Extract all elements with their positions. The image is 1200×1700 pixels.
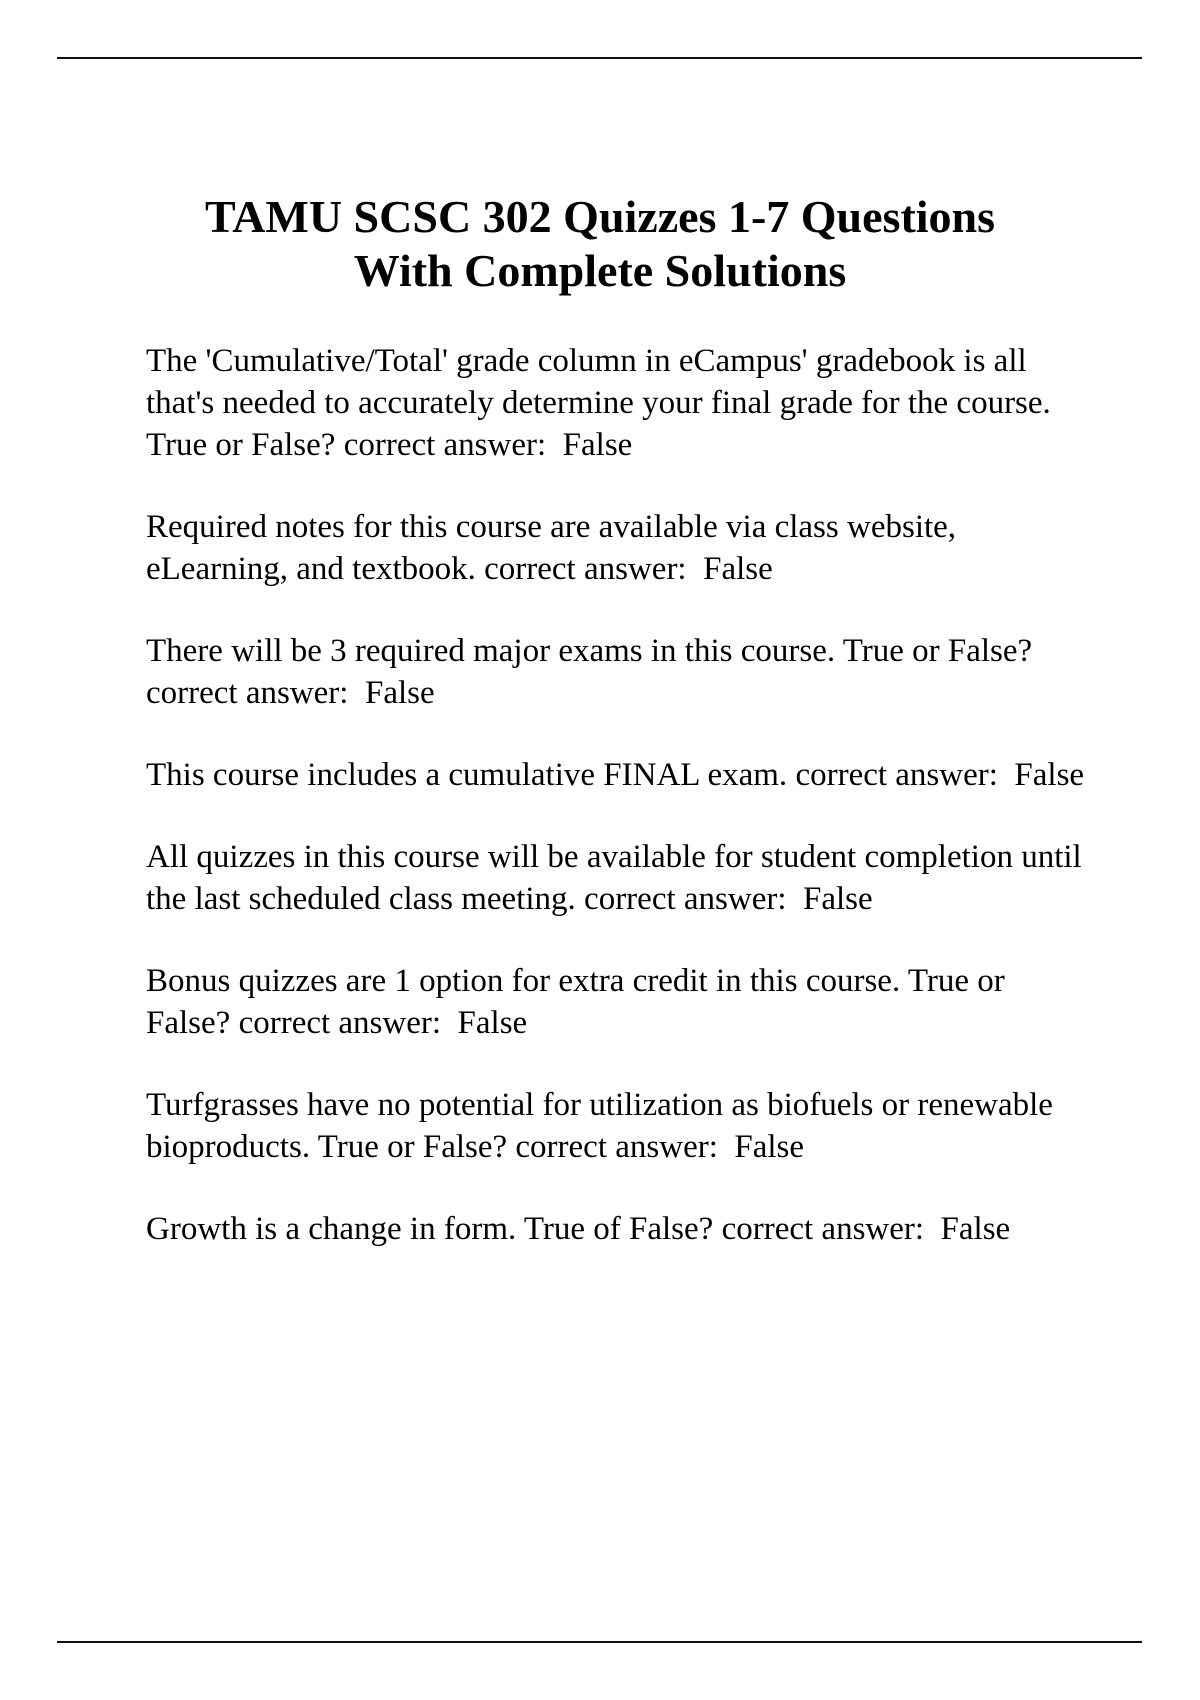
question-text: Turfgrasses have no potential for utilization as biofuels or renewable bioproducts. True or False? [146,1087,1053,1165]
answer-label: correct answer: [721,1211,925,1247]
page-title [100,190,1100,298]
question-item [146,836,1091,920]
answer-label: correct answer: [584,881,787,917]
question-item [146,1084,1091,1168]
question-text: All quizzes in this course will be available for student completion until the last scheduled class meeting. [146,839,1082,917]
answer-value: False [734,1129,805,1165]
question-item [146,340,1091,466]
answer-label: correct answer: [343,427,547,463]
question-text: There will be 3 required major exams in this course. True or False? [146,633,1033,669]
question-list [146,340,1091,1290]
question-text: Required notes for this course are available via class website, eLearning, and textbook. [146,509,957,587]
answer-value: False [803,881,873,917]
title-line-1: TAMU SCSC 302 Quizzes 1-7 Questions [204,191,996,242]
question-item [146,960,1091,1044]
answer-value: False [457,1005,528,1041]
top-divider [57,57,1142,59]
question-item [146,1208,1091,1250]
answer-value: False [364,675,435,711]
answer-value: False [703,551,773,587]
answer-label: correct answer: [515,1129,718,1165]
question-text: Bonus quizzes are 1 option for extra credit in this course. True or False? [146,963,1005,1041]
question-text: The 'Cumulative/Total' grade column in eCampus' gradebook is all that's needed to accurately determine your final grade for the course. True or False? [146,343,1051,463]
question-text: Growth is a change in form. True of False? [146,1211,714,1247]
bottom-divider [57,1641,1142,1643]
question-item [146,630,1091,714]
answer-value: False [562,427,633,463]
question-item [146,506,1091,590]
question-item [146,754,1091,796]
answer-label: correct answer: [484,551,687,587]
answer-label: correct answer: [795,757,998,793]
answer-label: correct answer: [238,1005,442,1041]
answer-value: False [940,1211,1011,1247]
answer-label: correct answer: [146,675,349,711]
answer-value: False [1014,757,1085,793]
question-text: This course includes a cumulative FINAL exam. [146,757,788,793]
title-line-2: With Complete Solutions [353,245,847,296]
